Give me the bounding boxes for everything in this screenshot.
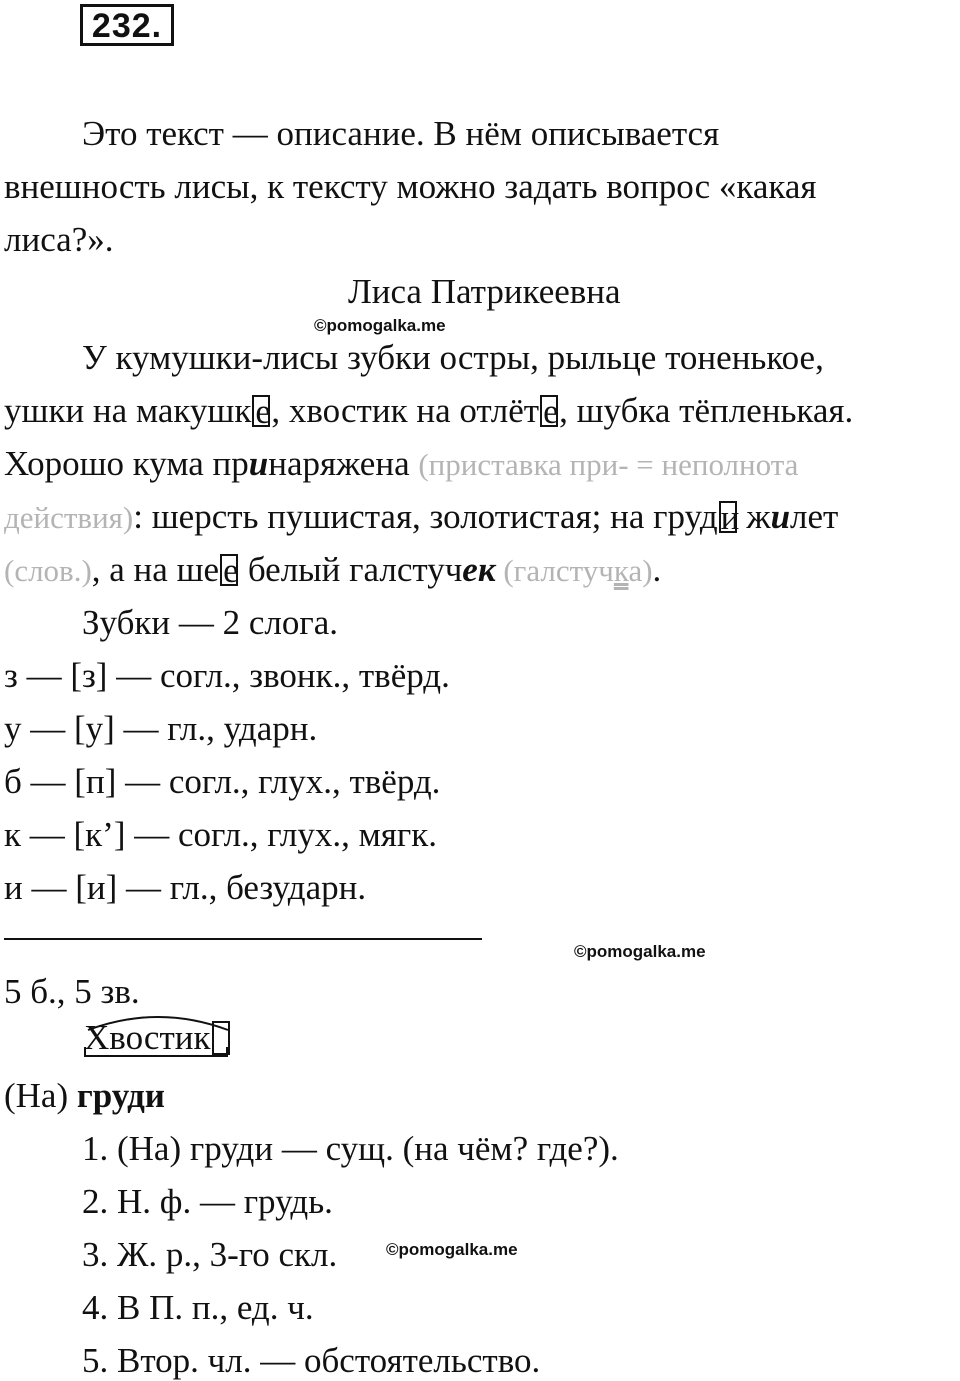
ending-letter: е <box>255 392 271 431</box>
parse-item: 1. (На) груди — сущ. (на чём? где?). <box>82 1129 619 1168</box>
grammar-note-underlined: к <box>613 553 629 588</box>
story-line-1: У кумушки-лисы зубки остры, рыльце тоненькое, <box>82 338 824 377</box>
text-title: Лиса Патрикеевна <box>348 272 621 311</box>
phonetic-line: и — [и] — гл., безударн. <box>4 868 367 907</box>
parse-heading-prefix: (На) <box>4 1076 77 1115</box>
watermark: ©pomogalka.me <box>386 1240 518 1259</box>
intro-line-1: Это текст — описание. В нём описывается <box>82 114 720 153</box>
syllables-line: Зубки — 2 слога. <box>82 603 339 642</box>
story-text: , хвостик на отлёт <box>271 391 540 430</box>
story-text: , а на ше <box>91 550 220 589</box>
phonetic-line: к — [к’] — согл., глух., мягк. <box>4 815 437 854</box>
story-line-2 <box>4 391 853 431</box>
parse-item: 3. Ж. р., 3-го скл. <box>82 1235 338 1274</box>
story-text: белый галстуч <box>239 550 463 589</box>
intro-line-2: внешность лисы, к тексту можно задать вопрос «какая <box>4 167 817 206</box>
ending-letter: е <box>543 392 559 431</box>
divider-line <box>4 938 482 940</box>
stem-bracket <box>84 1047 228 1057</box>
ending-letter: и <box>720 498 740 537</box>
highlighted-letter: ек <box>462 550 496 589</box>
story-line-3 <box>4 444 798 485</box>
grammar-note: (приставка при- = неполнота <box>418 447 799 482</box>
parse-item: 5. Втор. чл. — обстоятельство. <box>82 1341 541 1380</box>
story-text: наряжена <box>268 444 419 483</box>
parse-item: 4. В П. п., ед. ч. <box>82 1288 314 1327</box>
ending-box <box>719 498 740 537</box>
parse-heading <box>4 1076 165 1116</box>
story-text: : шерсть пушистая, золотистая; на груд <box>133 497 718 536</box>
morpheme-parse <box>84 1018 230 1058</box>
story-line-4 <box>4 497 838 538</box>
story-text: ушки на макушк <box>4 391 252 430</box>
summary-line: 5 б., 5 зв. <box>4 972 140 1011</box>
exercise-number: 232. <box>80 4 174 46</box>
grammar-note: действия) <box>4 500 134 535</box>
phonetic-line: б — [п] — согл., глух., твёрд. <box>4 762 441 801</box>
phonetic-line: у — [у] — гл., ударн. <box>4 709 318 748</box>
story-text: , шубка тёпленькая. <box>559 391 854 430</box>
story-text: ж <box>737 497 771 536</box>
ending-box <box>540 392 559 431</box>
ending-box <box>252 392 271 431</box>
grammar-note: (галстуч <box>495 553 614 588</box>
watermark: ©pomogalka.me <box>574 942 706 961</box>
morph-word: Хвостик <box>84 1018 211 1057</box>
grammar-note: (слов.) <box>4 553 92 588</box>
story-text: лет <box>790 497 839 536</box>
ending-letter: е <box>223 551 239 590</box>
parse-item: 2. Н. ф. — грудь. <box>82 1182 333 1221</box>
phonetic-line: з — [з] — согл., звонк., твёрд. <box>4 656 450 695</box>
intro-line-3: лиса?». <box>4 220 114 259</box>
highlighted-letter: и <box>770 497 791 536</box>
ending-box <box>220 551 239 590</box>
story-text: Хорошо кума пр <box>4 444 249 483</box>
watermark: ©pomogalka.me <box>314 316 446 335</box>
grammar-note: а) <box>628 553 653 588</box>
parse-heading-word: груди <box>76 1076 165 1115</box>
story-line-5 <box>4 550 661 591</box>
story-text: . <box>652 550 662 589</box>
highlighted-letter: и <box>248 444 269 483</box>
